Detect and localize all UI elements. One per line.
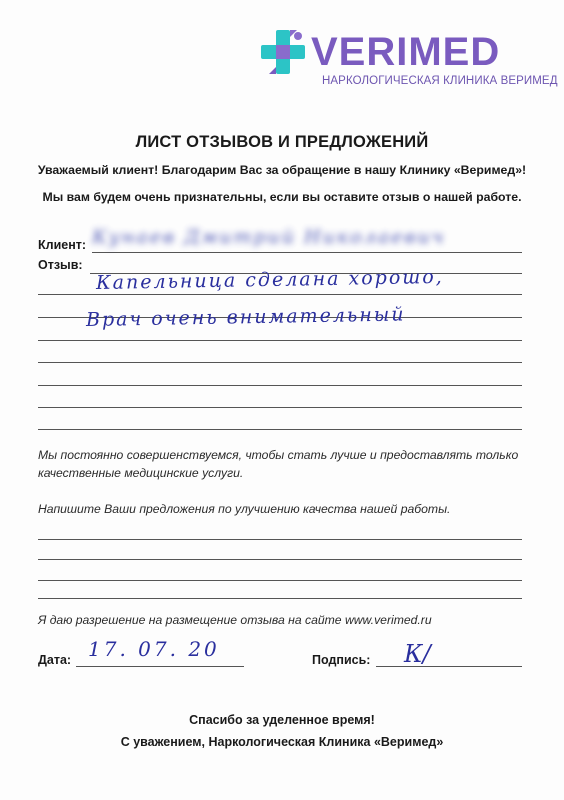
date-handwritten: 17. 07. 20: [88, 637, 220, 661]
client-line: [92, 252, 522, 253]
review-line: [38, 385, 522, 386]
improvement-note-line-2: качественные медицинские услуги.: [38, 466, 244, 480]
thanks-line-1: Спасибо за уделенное время!: [189, 713, 375, 727]
review-line: [38, 362, 522, 363]
review-line: [38, 340, 522, 341]
form-title: ЛИСТ ОТЗЫВОВ И ПРЕДЛОЖЕНИЙ: [135, 133, 429, 151]
signature-label: Подпись:: [312, 653, 371, 667]
date-line: [76, 666, 244, 667]
date-label: Дата:: [38, 653, 72, 667]
signature-handwritten: К/: [404, 640, 431, 668]
thanks-line-2: С уважением, Наркологическая Клиника «Веримед»: [120, 735, 444, 749]
client-label: Клиент:: [38, 238, 87, 252]
review-line: [38, 429, 522, 430]
suggestions-prompt: Напишите Ваши предложения по улучшению качества нашей работы.: [38, 502, 451, 516]
medical-cross-icon: [259, 28, 307, 76]
suggestion-line: [38, 598, 522, 599]
intro-line-2: Мы вам будем очень признательны, если вы оставите отзыв о нашей работе.: [42, 190, 522, 204]
suggestion-line: [38, 559, 522, 560]
improvement-note-line-1: Мы постоянно совершенствуемся, чтобы стать лучше и предоставлять только: [38, 448, 519, 462]
review-handwriting-line-2: Врач очень внимательный: [85, 303, 406, 331]
review-line: [38, 407, 522, 408]
brand-name: VERIMED: [311, 30, 501, 74]
review-handwriting-line-1: Капельница сделана хорошо,: [95, 265, 444, 294]
suggestion-line: [38, 580, 522, 581]
client-name-redacted: Кунаев Дмитрий Николаевич: [92, 226, 446, 248]
review-line: [38, 294, 522, 295]
suggestion-line: [38, 539, 522, 540]
intro-line-1: Уважаемый клиент! Благодарим Вас за обращение в нашу Клинику «Веримед»!: [37, 163, 527, 177]
signature-line: [376, 666, 522, 667]
permission-text: Я даю разрешение на размещение отзыва на сайте www.verimed.ru: [38, 613, 432, 627]
brand-subtitle: НАРКОЛОГИЧЕСКАЯ КЛИНИКА ВЕРИМЕД: [322, 75, 558, 87]
review-label: Отзыв:: [38, 258, 83, 272]
